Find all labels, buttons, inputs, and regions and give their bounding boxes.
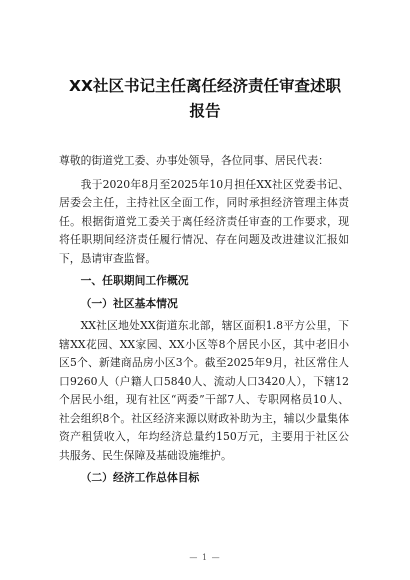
title-line-1: XX社区书记主任离任经济责任审查述职 xyxy=(69,77,341,95)
intro-paragraph: 我于2020年8月至2025年10月担任XX社区党委书记、居委会主任，主持社区全面工作，同时承担经济管理主体责任。根据街道党工委关于离任经济责任审查的工作要求，现将任职期间经济责任履行情况、存在问题及改进建议汇报如下，恳请审查监督。 xyxy=(59,177,349,265)
page-number: — 1 — xyxy=(189,553,221,562)
salutation: 尊敬的街道党工委、办事处领导，各位同事、居民代表： xyxy=(59,154,329,167)
subsection-heading-2: （二）经济工作总体目标 xyxy=(80,471,200,484)
title-line-2: 报告 xyxy=(189,102,221,120)
document-title xyxy=(40,74,370,124)
document-body xyxy=(59,152,349,488)
section-heading-1: 一、任职期间工作概况 xyxy=(80,274,189,287)
subsection-paragraph-1: XX社区地处XX街道东北部，辖区面积1.8平方公里，下辖XX花园、XX家园、XX小区等8个居民小区，其中老旧小区5个、新建商品房小区3个。截至2025年9月，社区常住人口9260人（户籍人口5840人、流动人口3420人），下辖12个居民小组，现有社区“两委”干部7人、专职网格员10人、社会组织8个。社区经济来源以财政补助为主，辅以少量集体资产租赁收入，年均经济总量约150万元，主要用于社区公共服务、民生保障及基础设施维护。 xyxy=(59,319,349,462)
subsection-heading-1: （一）社区基本情况 xyxy=(80,296,178,310)
